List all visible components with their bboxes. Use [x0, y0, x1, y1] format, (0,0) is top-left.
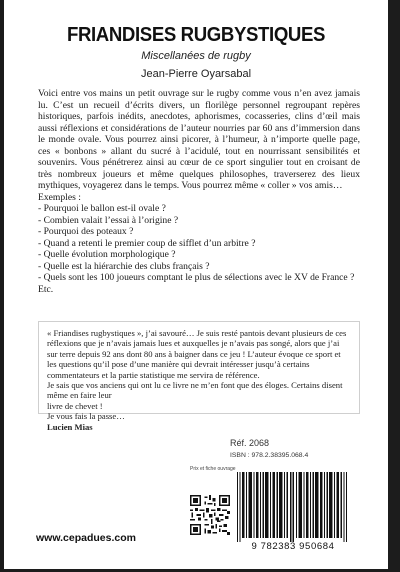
qr-code-icon[interactable] [190, 495, 230, 535]
example-item: Etc. [38, 283, 54, 295]
book-back-cover [4, 0, 388, 569]
testimonial-paragraph: « Friandises rugbystiques », j’ai savouré… Je suis resté pantois devant plusieurs de ces réflexions que je n’avais jamais lues et auxquelles je n’avais pas songé, alors que j’ai sur terre depuis 92 ans dont 80 ans à baigner dans ce jeu ! L’auteur évoque ce sport et les questions qu’il pose d’une manière qui devrait intéresser jusqu’à certains commentateurs et la partie statistique me servira de référence. [47, 328, 347, 380]
testimonial-line: Je sais que vos anciens qui ont lu ce livre ne m’en font que des éloges. Certains disent même en faire leur [47, 380, 343, 401]
book-author: Jean-Pierre Oyarsabal [140, 68, 252, 80]
barcode-icon [235, 472, 349, 542]
isbn-number: ISBN : 978.2.38395.068.4 [230, 452, 309, 459]
example-item: - Quelle est la hiérarchie des clubs français ? [38, 260, 210, 272]
barcode-digits: 9 782383 950684 [251, 541, 335, 552]
testimonial-signature: Lucien Mias [47, 421, 93, 432]
testimonial-line: Je vous fais la passe… [47, 411, 125, 422]
qr-label: Prix et fiche ouvrage [190, 466, 236, 472]
book-subtitle: Miscellanées de rugby [141, 50, 251, 62]
example-item: - Quand a retenti le premier coup de sifflet d’un arbitre ? [38, 237, 256, 249]
example-item: - Quelle évolution morphologique ? [38, 249, 176, 260]
publisher-website-link[interactable]: www.cepadues.com [36, 532, 136, 544]
example-item: - Pourquoi le ballon est-il ovale ? [38, 203, 166, 214]
blurb-text [38, 88, 360, 295]
example-item: - Pourquoi des poteaux ? [38, 226, 134, 237]
example-item: - Quels sont les 100 joueurs comptant le plus de sélections avec le XV de France ? [38, 272, 355, 283]
reference-number: Réf. 2068 [230, 438, 270, 448]
book-title: FRIANDISES RUGBYSTIQUES [66, 24, 326, 46]
example-item: - Combien valait l’essai à l’origine ? [38, 214, 179, 226]
testimonial-box [38, 321, 360, 432]
examples-label: Exemples : [38, 191, 81, 203]
testimonial-line: livre de chevet ! [47, 400, 103, 411]
blurb-paragraph: Voici entre vos mains un petit ouvrage sur le rugby comme vous n’en avez jamais lu. C’est un recueil d’écrits divers, un florilège personnel regroupant repères historiques, parfois inédits, anecdotes, aphorismes, cocasseries, clins d’œil mais aussi réflexions et considérations de l’auteur nourries par 60 ans d’immersion dans le monde ovale. Vous pourrez ainsi picorer, à l’humeur, à n’importe quelle page, ces « bonbons » allant du sucré à l’acidulé, tout en nourrissant sensibilités et souvenirs. Vous pénétrerez ainsi au cœur de ce sport singulier tout en croisant de très nombreux joueurs et même quelques philosophes, traverserez des lieux mythiques, voyagerez dans le temps. Vous pourrez même « coller » vos amis… [38, 88, 360, 191]
spine-shadow [388, 0, 400, 572]
